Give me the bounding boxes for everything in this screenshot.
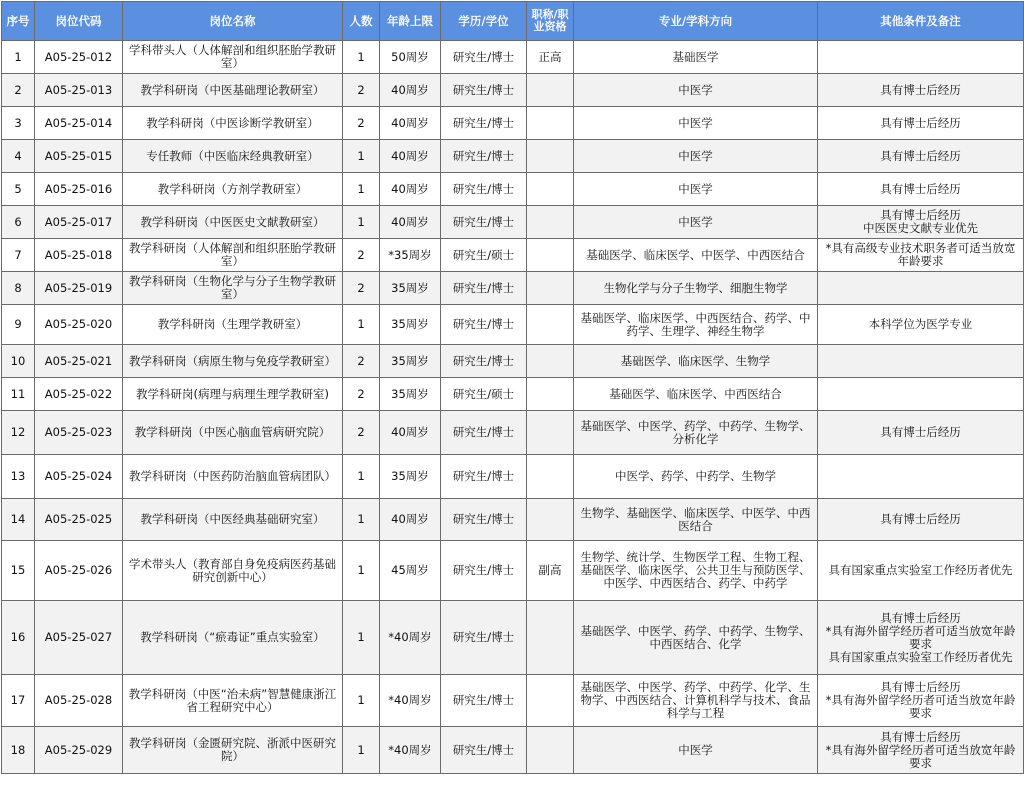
row-education: 研究生/博士 <box>441 107 527 140</box>
row-count: 2 <box>343 411 380 455</box>
row-education: 研究生/硕士 <box>441 239 527 272</box>
row-count: 2 <box>343 345 380 378</box>
row-education: 研究生/博士 <box>441 41 527 74</box>
row-no: 12 <box>2 411 35 455</box>
row-code: A05-25-018 <box>35 239 123 272</box>
row-major: 基础医学、中医学、药学、中药学、生物学、分析化学 <box>574 411 818 455</box>
row-code: A05-25-027 <box>35 601 123 675</box>
row-no: 4 <box>2 140 35 173</box>
row-name: 教学科研岗（中医医史文献教研室） <box>123 206 343 239</box>
row-title <box>527 378 574 411</box>
row-age: 40周岁 <box>380 173 441 206</box>
row-education: 研究生/博士 <box>441 74 527 107</box>
row-other: 具有博士后经历 中医医史文献专业优先 <box>818 206 1024 239</box>
row-age: *40周岁 <box>380 601 441 675</box>
header-age: 年龄上限 <box>380 2 441 41</box>
row-title <box>527 345 574 378</box>
row-code: A05-25-026 <box>35 541 123 601</box>
row-title <box>527 675 574 727</box>
row-other <box>818 378 1024 411</box>
row-count: 2 <box>343 74 380 107</box>
table-body <box>2 41 1024 774</box>
row-name: 教学科研岗（中医基础理论教研室） <box>123 74 343 107</box>
row-code: A05-25-020 <box>35 305 123 345</box>
row-title <box>527 601 574 675</box>
row-count: 1 <box>343 140 380 173</box>
row-education: 研究生/博士 <box>441 601 527 675</box>
row-count: 1 <box>343 41 380 74</box>
table-row <box>2 272 1024 305</box>
header-other: 其他条件及备注 <box>818 2 1024 41</box>
row-other <box>818 455 1024 499</box>
row-no: 8 <box>2 272 35 305</box>
row-major: 中医学 <box>574 140 818 173</box>
row-education: 研究生/博士 <box>441 305 527 345</box>
table-row <box>2 305 1024 345</box>
row-code: A05-25-028 <box>35 675 123 727</box>
row-title: 正高 <box>527 41 574 74</box>
row-other: 具有博士后经历 *具有海外留学经历者可适当放宽年龄要求 <box>818 727 1024 774</box>
row-title <box>527 499 574 541</box>
row-title <box>527 239 574 272</box>
row-no: 13 <box>2 455 35 499</box>
row-name: 教学科研岗（方剂学教研室） <box>123 173 343 206</box>
row-name: 教学科研岗（中医药防治脑血管病团队） <box>123 455 343 499</box>
header-major: 专业/学科方向 <box>574 2 818 41</box>
row-age: 35周岁 <box>380 378 441 411</box>
table-row <box>2 727 1024 774</box>
row-code: A05-25-017 <box>35 206 123 239</box>
row-age: 40周岁 <box>380 74 441 107</box>
row-major: 基础医学、临床医学、生物学 <box>574 345 818 378</box>
row-name: 教学科研岗（金匮研究院、浙派中医研究院） <box>123 727 343 774</box>
row-name: 教学科研岗（人体解剖和组织胚胎学教研室） <box>123 239 343 272</box>
row-code: A05-25-023 <box>35 411 123 455</box>
row-major: 基础医学、临床医学、中西医结合、药学、中药学、生理学、神经生物学 <box>574 305 818 345</box>
header-education: 学历/学位 <box>441 2 527 41</box>
row-title <box>527 272 574 305</box>
row-other: 具有博士后经历 <box>818 411 1024 455</box>
row-no: 17 <box>2 675 35 727</box>
table-row <box>2 140 1024 173</box>
row-no: 1 <box>2 41 35 74</box>
table-row <box>2 239 1024 272</box>
table-row <box>2 455 1024 499</box>
row-name: 教学科研岗（病原生物与免疫学教研室） <box>123 345 343 378</box>
row-code: A05-25-029 <box>35 727 123 774</box>
row-other: 具有博士后经历 *具有海外留学经历者可适当放宽年龄要求 具有国家重点实验室工作经历者优先 <box>818 601 1024 675</box>
row-name: 教学科研岗(病理与病理生理学教研室) <box>123 378 343 411</box>
row-count: 1 <box>343 675 380 727</box>
row-major: 中医学 <box>574 727 818 774</box>
row-age: 35周岁 <box>380 345 441 378</box>
row-count: 2 <box>343 272 380 305</box>
row-count: 1 <box>343 173 380 206</box>
row-other: 具有博士后经历 <box>818 499 1024 541</box>
row-major: 基础医学、中医学、药学、中药学、生物学、中西医结合、化学 <box>574 601 818 675</box>
row-education: 研究生/博士 <box>441 173 527 206</box>
row-major: 基础医学、临床医学、中医学、中西医结合 <box>574 239 818 272</box>
table-row <box>2 107 1024 140</box>
row-code: A05-25-025 <box>35 499 123 541</box>
row-age: *40周岁 <box>380 675 441 727</box>
row-education: 研究生/博士 <box>441 140 527 173</box>
row-code: A05-25-024 <box>35 455 123 499</box>
row-education: 研究生/博士 <box>441 675 527 727</box>
row-education: 研究生/博士 <box>441 411 527 455</box>
row-other: 具有博士后经历 <box>818 173 1024 206</box>
row-age: 40周岁 <box>380 107 441 140</box>
row-other: 具有国家重点实验室工作经历者优先 <box>818 541 1024 601</box>
row-age: 50周岁 <box>380 41 441 74</box>
row-title <box>527 74 574 107</box>
row-title <box>527 411 574 455</box>
row-no: 10 <box>2 345 35 378</box>
table-row <box>2 345 1024 378</box>
row-name: 学术带头人（教育部自身免疫病医药基础研究创新中心） <box>123 541 343 601</box>
row-title <box>527 140 574 173</box>
row-title <box>527 173 574 206</box>
row-name: 教学科研岗（中医诊断学教研室） <box>123 107 343 140</box>
row-major: 中医学 <box>574 206 818 239</box>
row-count: 1 <box>343 455 380 499</box>
row-no: 18 <box>2 727 35 774</box>
row-other: *具有高级专业技术职务者可适当放宽年龄要求 <box>818 239 1024 272</box>
row-no: 6 <box>2 206 35 239</box>
row-other: 本科学位为医学专业 <box>818 305 1024 345</box>
header-count: 人数 <box>343 2 380 41</box>
row-code: A05-25-014 <box>35 107 123 140</box>
recruitment-table <box>1 1 1024 774</box>
row-count: 1 <box>343 727 380 774</box>
header-title: 职称/职业资格 <box>527 2 574 41</box>
row-other <box>818 41 1024 74</box>
table-row <box>2 173 1024 206</box>
row-age: 40周岁 <box>380 411 441 455</box>
row-education: 研究生/博士 <box>441 727 527 774</box>
row-name: 学科带头人（人体解剖和组织胚胎学教研室） <box>123 41 343 74</box>
row-other: 具有博士后经历 <box>818 74 1024 107</box>
row-other <box>818 345 1024 378</box>
row-age: 40周岁 <box>380 499 441 541</box>
row-age: 35周岁 <box>380 305 441 345</box>
row-age: 40周岁 <box>380 206 441 239</box>
row-age: 40周岁 <box>380 140 441 173</box>
row-major: 中医学 <box>574 107 818 140</box>
row-no: 11 <box>2 378 35 411</box>
row-code: A05-25-012 <box>35 41 123 74</box>
row-count: 1 <box>343 305 380 345</box>
row-major: 基础医学 <box>574 41 818 74</box>
row-code: A05-25-019 <box>35 272 123 305</box>
row-code: A05-25-016 <box>35 173 123 206</box>
table-row <box>2 411 1024 455</box>
row-major: 中医学、药学、中药学、生物学 <box>574 455 818 499</box>
row-name: 教学科研岗（中医经典基础研究室） <box>123 499 343 541</box>
row-major: 生物学、统计学、生物医学工程、生物工程、基础医学、临床医学、公共卫生与预防医学、中医学、中西医结合、药学、中药学 <box>574 541 818 601</box>
row-count: 2 <box>343 107 380 140</box>
row-other: 具有博士后经历 <box>818 107 1024 140</box>
row-title <box>527 727 574 774</box>
row-major: 中医学 <box>574 173 818 206</box>
row-no: 2 <box>2 74 35 107</box>
row-code: A05-25-022 <box>35 378 123 411</box>
row-education: 研究生/博士 <box>441 499 527 541</box>
row-count: 1 <box>343 601 380 675</box>
row-name: 专任教师（中医临床经典教研室） <box>123 140 343 173</box>
table-row <box>2 74 1024 107</box>
row-count: 2 <box>343 378 380 411</box>
row-other: 具有博士后经历 <box>818 140 1024 173</box>
row-education: 研究生/博士 <box>441 541 527 601</box>
row-name: 教学科研岗（“瘀毒证”重点实验室） <box>123 601 343 675</box>
row-education: 研究生/博士 <box>441 272 527 305</box>
row-age: 35周岁 <box>380 455 441 499</box>
row-title <box>527 455 574 499</box>
row-count: 2 <box>343 239 380 272</box>
row-no: 9 <box>2 305 35 345</box>
table-row <box>2 601 1024 675</box>
row-education: 研究生/博士 <box>441 455 527 499</box>
row-title: 副高 <box>527 541 574 601</box>
row-name: 教学科研岗（中医“治未病”智慧健康浙江省工程研究中心） <box>123 675 343 727</box>
row-major: 基础医学、临床医学、中西医结合 <box>574 378 818 411</box>
row-age: *40周岁 <box>380 727 441 774</box>
table-row <box>2 541 1024 601</box>
row-code: A05-25-021 <box>35 345 123 378</box>
row-age: 45周岁 <box>380 541 441 601</box>
row-name: 教学科研岗（中医心脑血管病研究院） <box>123 411 343 455</box>
row-title <box>527 305 574 345</box>
row-education: 研究生/博士 <box>441 206 527 239</box>
row-title <box>527 206 574 239</box>
row-count: 1 <box>343 499 380 541</box>
row-no: 5 <box>2 173 35 206</box>
row-no: 3 <box>2 107 35 140</box>
table-row <box>2 675 1024 727</box>
row-other: 具有博士后经历 *具有海外留学经历者可适当放宽年龄要求 <box>818 675 1024 727</box>
row-code: A05-25-015 <box>35 140 123 173</box>
header-name: 岗位名称 <box>123 2 343 41</box>
row-name: 教学科研岗（生物化学与分子生物学教研室） <box>123 272 343 305</box>
row-no: 14 <box>2 499 35 541</box>
row-major: 生物化学与分子生物学、细胞生物学 <box>574 272 818 305</box>
table-row <box>2 41 1024 74</box>
row-code: A05-25-013 <box>35 74 123 107</box>
header-no: 序号 <box>2 2 35 41</box>
row-title <box>527 107 574 140</box>
row-major: 基础医学、中医学、药学、中药学、化学、生物学、中西医结合、计算机科学与技术、食品科学与工程 <box>574 675 818 727</box>
table-row <box>2 378 1024 411</box>
row-no: 7 <box>2 239 35 272</box>
table-row <box>2 499 1024 541</box>
row-major: 中医学 <box>574 74 818 107</box>
row-education: 研究生/博士 <box>441 345 527 378</box>
table-row <box>2 206 1024 239</box>
row-name: 教学科研岗（生理学教研室） <box>123 305 343 345</box>
header-code: 岗位代码 <box>35 2 123 41</box>
row-education: 研究生/硕士 <box>441 378 527 411</box>
row-age: 35周岁 <box>380 272 441 305</box>
row-major: 生物学、基础医学、临床医学、中医学、中西医结合 <box>574 499 818 541</box>
row-no: 16 <box>2 601 35 675</box>
row-count: 1 <box>343 541 380 601</box>
row-no: 15 <box>2 541 35 601</box>
table-header-row <box>2 2 1024 41</box>
row-age: *35周岁 <box>380 239 441 272</box>
row-other <box>818 272 1024 305</box>
row-count: 1 <box>343 206 380 239</box>
